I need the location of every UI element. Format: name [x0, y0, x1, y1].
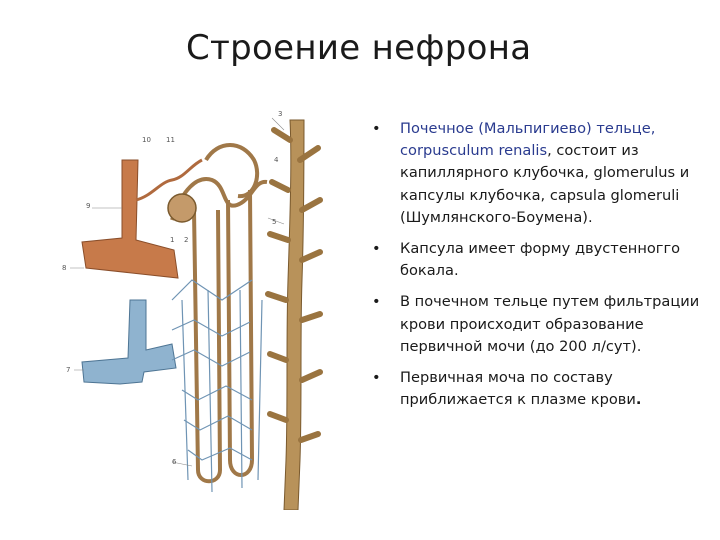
- glomerulus: [168, 194, 196, 222]
- bullet-term: Почечное (Мальпигиево) тельце, corpusculum renalis: [400, 120, 656, 160]
- bullet-end-punctuation: .: [635, 391, 642, 409]
- bullet-text: Капсула имеет форму двустенногго бокала.: [400, 240, 681, 280]
- bullet-marker: •: [372, 240, 381, 258]
- collecting-duct: [268, 120, 320, 510]
- nephron-illustration: [22, 100, 362, 510]
- slide-title: Строение нефрона: [186, 28, 532, 68]
- figure-label: 4: [274, 156, 279, 164]
- bullet-text: В почечном тельце путем фильтрации крови происходит образование первичной мочи (до 200 л/сут).: [400, 293, 700, 355]
- figure-label: 2: [184, 236, 189, 244]
- bullet-list: [372, 118, 708, 420]
- figure-label: 9: [86, 202, 91, 210]
- bullet-marker: •: [372, 369, 381, 387]
- bullet-marker: •: [372, 293, 381, 311]
- bullet-marker: •: [372, 120, 381, 137]
- figure-label: 10: [142, 136, 151, 144]
- bullet-text: Первичная моча по составу приближается к плазме крови: [400, 369, 636, 409]
- figure-label: 6: [172, 458, 177, 466]
- figure-label: 8: [62, 264, 67, 272]
- figure-label: 11: [166, 136, 175, 144]
- figure-label: 3: [278, 110, 283, 118]
- bullet-item: [372, 118, 708, 229]
- bullet-item: [372, 367, 708, 411]
- bullet-item: [372, 291, 708, 358]
- figure-label: 5: [272, 218, 277, 226]
- renal-vein: [82, 300, 176, 384]
- figure-label: 1: [170, 236, 175, 244]
- bullet-item: [372, 238, 708, 282]
- bullet-text: , состоит из капиллярного клубочка, glomerulus и капсулы клубочка, capsula glomeruli (Шумлянского-Боумена).: [400, 142, 690, 226]
- figure-label: 7: [66, 366, 71, 374]
